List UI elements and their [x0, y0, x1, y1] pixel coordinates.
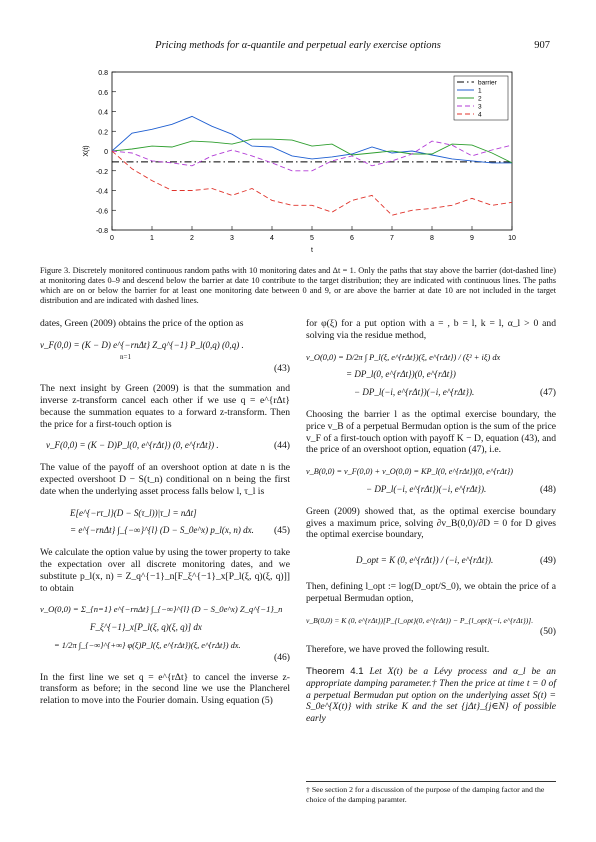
- x-tick-label: 0: [110, 235, 114, 242]
- equation-43: [40, 340, 290, 352]
- legend-label: 2: [478, 95, 482, 103]
- equation-49: [306, 555, 556, 567]
- equation-text: − DP_l(−i, e^{rΔt})(−i, e^{rΔt}).: [354, 387, 475, 398]
- x-tick-label: 2: [190, 235, 194, 242]
- equation-number: (50): [540, 626, 556, 638]
- x-tick-label: 9: [470, 235, 474, 242]
- x-tick-label: 7: [390, 235, 394, 242]
- equation-number: (44): [274, 440, 290, 452]
- equation-44: [40, 440, 290, 452]
- legend-label: barrier: [478, 79, 497, 87]
- equation-47b: [306, 369, 556, 381]
- y-tick-label: -0.4: [95, 188, 108, 196]
- footnote: † See section 2 for a discussion of the purpose of the damping factor and the choice of the damping paramter.: [306, 781, 556, 804]
- equation-text: E[e^{−rτ_l}(D − S(τ_l))|τ_l = nΔt]: [70, 507, 197, 518]
- equation-text: = DP_l(0, e^{rΔt})(0, e^{rΔt}): [346, 369, 456, 380]
- y-tick-label: 0: [104, 149, 108, 156]
- theorem-4-1: [306, 666, 556, 725]
- figure-caption: Figure 3. Discretely monitored continuous random paths with 10 monitoring dates and Δt = 1. Only the paths that stay above the barrier (dot-dashed line) at monitoring dates 0–9 and descend below the barrier at date 10 contribute to the target distribution; they are indicated with continuous lines. The paths which are on or below the barrier for at least one monitoring date between 0 and 9, or are above the barrier at date 10 are not included in the target distribution and are indicated with dashed lines.: [40, 266, 556, 305]
- equation-number: (49): [540, 555, 556, 567]
- equation-48b: [306, 484, 556, 496]
- equation-number: (43): [274, 363, 290, 375]
- theorem-text: Let X(t) be a Lévy process and α_l be an appropriate damping parameter.† Then the price at time t = 0 of a perpetual Bermudan put option on the underlying asset S(t) = S_0e^{X(t)} with strike K and the set {jΔt}_{j∈N} of possible early: [306, 665, 556, 725]
- x-tick-label: 3: [230, 235, 234, 242]
- paragraph: The value of the payoff of an overshoot option at date n is the expected overshoot D − S(t_n) conditional on n being the first date when the underlying asset process falls below l, τ_l is: [40, 462, 290, 497]
- y-tick-label: -0.6: [95, 208, 108, 216]
- equation-text: v_F(0,0) = (K − D) e^{−rnΔt} Z_q^{−1} P_l(0,q) (0,q) .: [40, 339, 244, 350]
- x-tick-label: 1: [150, 235, 154, 242]
- paragraph: Green (2009) showed that, as the optimal exercise boundary gives a maximum price, solving ∂v_B(0,0)/∂D = 0 for D gives the optimal exercise boundary,: [306, 505, 556, 541]
- running-title: Pricing methods for α-quantile and perpetual early exercise options: [155, 40, 441, 51]
- paragraph: Choosing the barrier l as the optimal exercise boundary, the price v_B of a perpetual Bermudan option is the sum of the price v_F of a first-touch option with payoff K − D, equation (43), and the price of an overshoot option, equation (47), i.e.: [306, 408, 556, 456]
- figure-3-chart: [70, 62, 530, 262]
- page-number: 907: [534, 40, 550, 51]
- equation-text: v_F(0,0) = (K − D)P_l(0, e^{rΔt}) (0, e^{rΔt}) .: [46, 440, 219, 451]
- plot-frame: [112, 72, 512, 230]
- y-tick-label: 0.6: [98, 89, 108, 97]
- paragraph: Therefore, we have proved the following result.: [306, 644, 490, 656]
- equation-47a: [306, 352, 556, 364]
- y-tick-label: 0.2: [98, 129, 108, 137]
- paragraph: Then, defining l_opt := log(D_opt/S_0), we obtain the price of a perpetual Bermudan option,: [306, 580, 556, 604]
- equation-47c: [306, 387, 556, 399]
- equation-46c: [40, 640, 290, 652]
- legend-label: 1: [478, 87, 482, 95]
- x-tick-label: 4: [270, 235, 274, 242]
- equation-text: v_B(0,0) = K (0, e^{rΔt})[P_{l_opt}(0, e^{rΔt}) − P_{l_opt}(−i, e^{rΔt})].: [306, 615, 534, 625]
- x-tick-label: 5: [310, 235, 314, 242]
- x-tick-label: 10: [508, 235, 516, 242]
- equation-text: − DP_l(−i, e^{rΔt})(−i, e^{rΔt}).: [366, 483, 487, 494]
- equation-48a: [306, 466, 556, 478]
- paragraph: The next insight by Green (2009) is that the summation and inverse z-transform cancel each other if we use q = e^{rΔt} because the summation equates to a forward z-transform. Then the price for a first-touch option is: [40, 383, 290, 430]
- right-column: [306, 318, 556, 725]
- y-tick-label: -0.2: [95, 168, 108, 176]
- paragraph: for φ(ξ) for a put option with a = , b = l, k = l, α_l > 0 and solving via the residue method,: [306, 318, 556, 341]
- paragraph: We calculate the option value by using the tower property to take the expectation over all discrete monitoring dates, and we substitute p_l(x, n) = Z_q^{−1}_n[F_ξ^{−1}_x[P_l(ξ, q)(ξ, q)]] to obtain: [40, 547, 290, 594]
- theorem-number: 4.1: [350, 665, 364, 677]
- equation-number: (48): [540, 483, 556, 495]
- legend-label: 3: [478, 103, 482, 111]
- equation-text: = e^{−rnΔt} ∫_{−∞}^{l} (D − S_0e^x) p_l(x, n) dx.: [70, 525, 254, 536]
- equation-50: [306, 615, 556, 627]
- equation-45b: [40, 525, 290, 537]
- equation-text: v_O(0,0) = Σ_{n=1} e^{−rnΔt} ∫_{−∞}^{l} (D − S_0e^x) Z_q^{−1}_n: [40, 604, 283, 615]
- equation-text: F_ξ^{−1}_x[P_l(ξ, q)(ξ, q)] dx: [90, 622, 202, 633]
- paragraph: In the first line we set q = e^{rΔt} to cancel the inverse z-transform as before; in the second line we use the Plancherel relation to move into the Fourier domain. Using equation (5): [40, 671, 290, 707]
- y-axis-label: X(t): [83, 145, 90, 157]
- equation-46a: [40, 604, 290, 616]
- x-axis-label: t: [311, 247, 313, 254]
- legend-label: 4: [478, 111, 482, 119]
- equation-text: v_O(0,0) = D/2π ∫ P_l(ξ, e^{rΔt})(ξ, e^{rΔt}) / (ξ² + iξ) dx: [306, 352, 501, 362]
- y-tick-label: -0.8: [95, 228, 108, 235]
- theorem-label: Theorem: [306, 665, 345, 677]
- equation-number: (47): [540, 387, 556, 399]
- paragraph: dates, Green (2009) obtains the price of the option as: [40, 318, 244, 329]
- y-tick-label: 0.4: [98, 109, 108, 117]
- equation-number: (45): [274, 525, 290, 537]
- equation-text: = 1/2π ∫_{−∞}^{+∞} φ(ξ)P_l(ξ, e^{rΔt})(ξ, e^{rΔt}) dx.: [54, 640, 241, 650]
- y-tick-label: 0.8: [98, 70, 108, 77]
- equation-text: D_opt = K (0, e^{rΔt}) / (−i, e^{rΔt}).: [356, 555, 494, 566]
- equation-45a: [40, 508, 290, 520]
- equation-number: (46): [274, 651, 290, 663]
- equation-46b: [40, 622, 290, 634]
- equation-subscript: n=1: [120, 352, 131, 361]
- left-column: [40, 318, 290, 707]
- x-tick-label: 8: [430, 235, 434, 242]
- x-tick-label: 6: [350, 235, 354, 242]
- equation-text: v_B(0,0) = v_F(0,0) + v_O(0,0) = KP_l(0, e^{rΔt})(0, e^{rΔt}): [306, 467, 513, 477]
